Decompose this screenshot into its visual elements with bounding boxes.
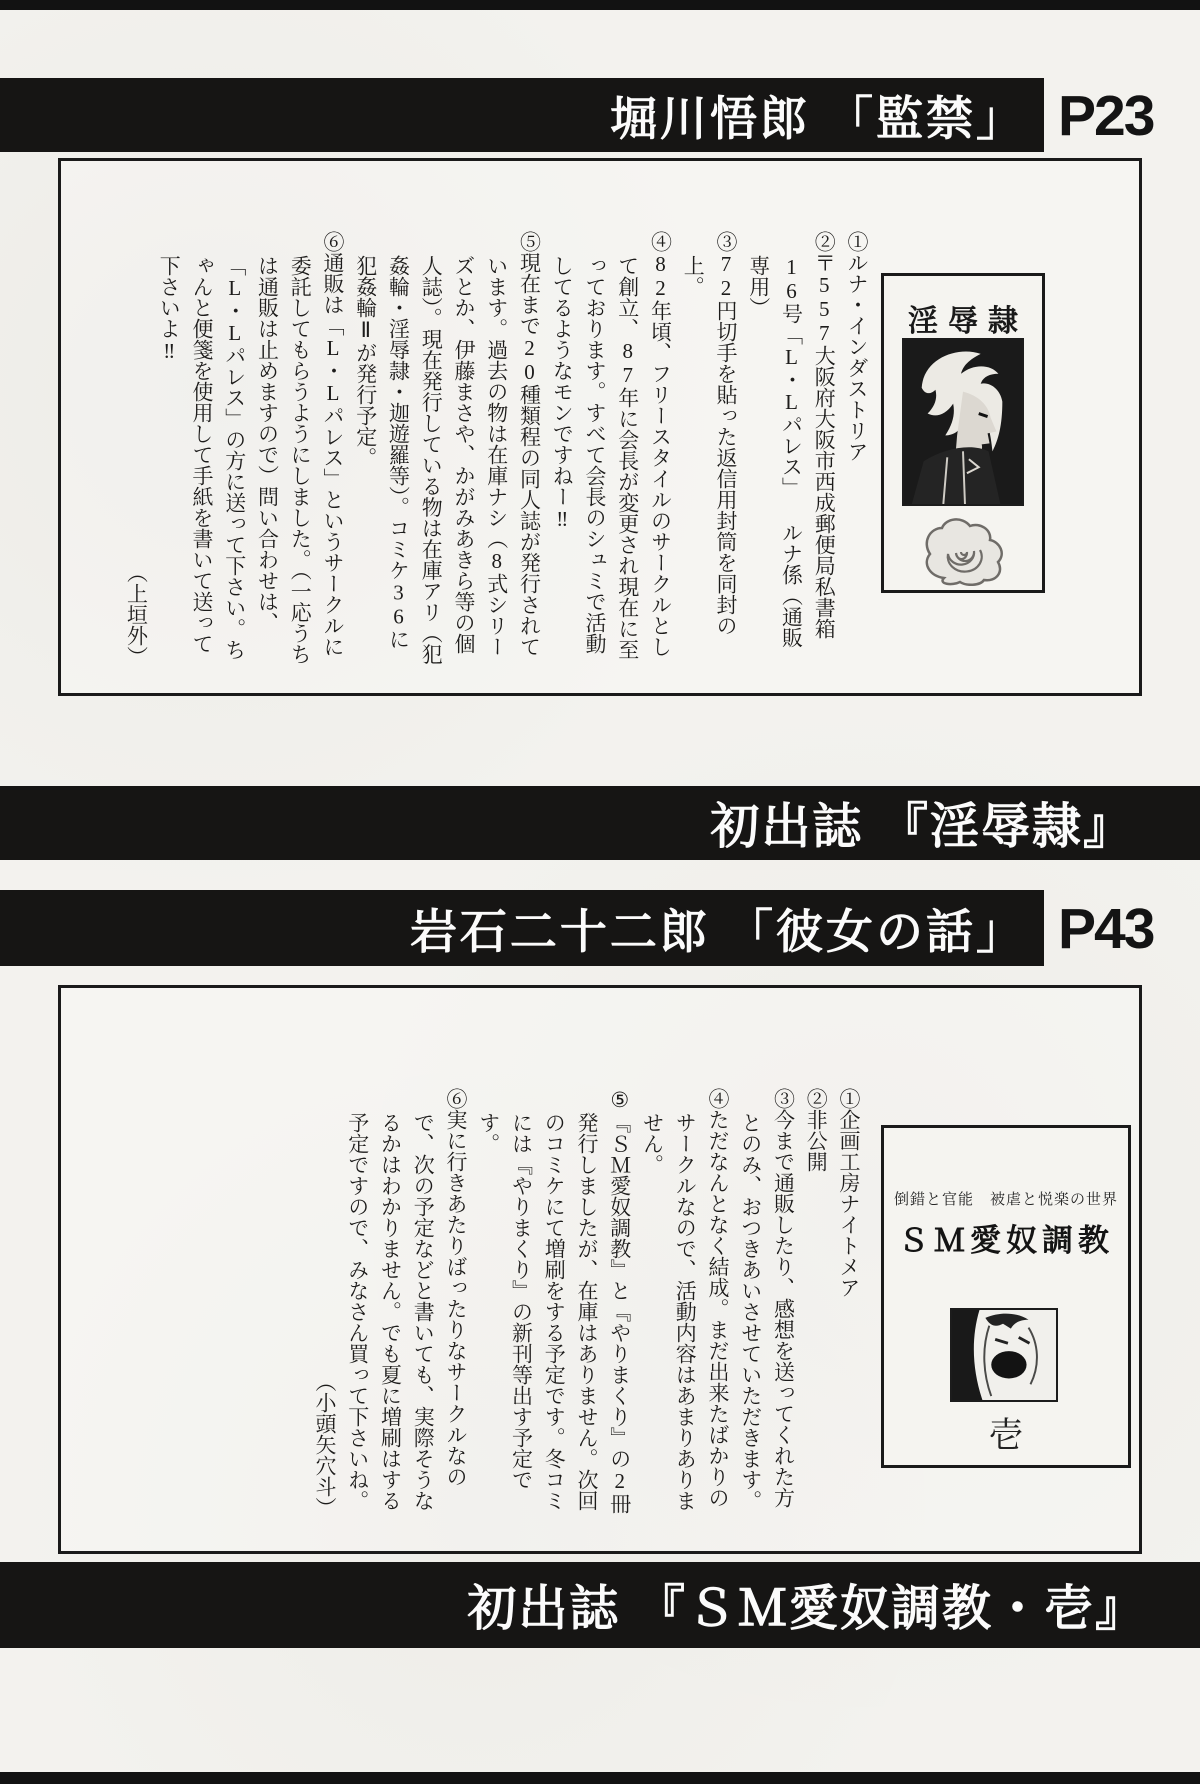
info-box-1 [58, 158, 1142, 696]
artist-work-title-1: 堀川悟郎 「監禁」 [609, 91, 1026, 145]
face-icon [952, 1310, 1056, 1400]
signature-2: （小頭矢穴斗） [313, 1371, 337, 1518]
divider-bar-1 [0, 786, 1200, 860]
rose-illustration [918, 514, 1010, 586]
divider-label-1: 初出誌 『淫辱隷』 [710, 800, 1134, 854]
portrait-icon [904, 340, 1022, 504]
info-item: ①企画工房ナイトメア [837, 1088, 861, 1298]
cover-tagline: 倒錯と官能 被虐と悦楽の世界 [893, 1192, 1118, 1208]
top-edge-strip [0, 0, 1200, 10]
divider-bar-2 [0, 1562, 1200, 1648]
info-item: ②〒557大阪府大阪市西成郵便局私書箱16号「L・Lパレス」 ルナ係（通販専用） [746, 231, 837, 648]
signature-1: （上垣外） [124, 562, 149, 667]
cover-thumbnail-1 [881, 273, 1045, 593]
info-item: ⑤現在まで20種類程の同人誌が発行されています。過去の物は在庫ナシ（8式シリーズとか、伊藤まさや、かがみあきら等の個人誌）。現在発行している物は在庫アリ（犯姦輪・淫辱隷・迦遊羅等）。コミケ36に犯姦輪Ⅱが発行予定。 [353, 231, 542, 665]
info-box-2 [58, 985, 1142, 1554]
rose-icon [918, 514, 1010, 586]
page-number-2: P43 [1058, 897, 1154, 961]
volume-label: 壱 [988, 1416, 1024, 1455]
info-item: ④82年頃、フリースタイルのサークルとして創立、87年に会長が変更され現在に至っております。すべて会長のシュミで活動してるようなモンですねー‼ [550, 231, 673, 660]
info-item: ④ただなんとなく結成。まだ出来たばかりのサークルなので、活動内容はあまりありません。 [640, 1088, 730, 1511]
girl-portrait-illustration [902, 338, 1024, 506]
info-text-2 [308, 1088, 865, 1518]
face-illustration [950, 1308, 1058, 1402]
info-item: ⑥実に行きあたりばったりなサークルなので、次の予定などと書いても、実際そうなるかはわかりません。でも夏に増刷はする予定ですので、みなさん買って下さいね。 [345, 1088, 468, 1511]
divider-label-2: 初出誌 『ＳＭ愛奴調教・壱』 [467, 1582, 1146, 1636]
page-number-1: P23 [1058, 84, 1154, 148]
header-bar-1 [0, 78, 1044, 152]
info-item: ③72円切手を貼った返信用封筒を同封の上。 [681, 231, 738, 636]
info-item: ③今まで通販したり、感想を送ってくれた方とのみ、おつきあいさせていただきます。 [738, 1088, 796, 1511]
info-item: ⑤『ＳＭ愛奴調教』と『やりまくり』の2冊発行しましたが、在庫はありません。次回のコミケにて増刷をする予定です。冬コミには『やりまくり』の新刊等出す予定です。 [476, 1088, 632, 1514]
bottom-edge-strip [0, 1772, 1200, 1784]
info-item: ⑥通販は「L・Lパレス」というサークルに委託してもらうようにしました。（一応うちは通販は止めますので）問い合わせは、「L・Lパレス」の方に送って下さい。ちゃんと便箋を使用して手紙を書いて送って下さいよ‼ [157, 231, 345, 665]
info-item: ①ルナ・インダストリア [845, 231, 869, 462]
artist-work-title-2: 岩石二十二郎 「彼女の話」 [409, 904, 1026, 958]
cover-title-2: ＳＭ愛奴調教 [898, 1223, 1114, 1258]
header-bar-2 [0, 890, 1044, 966]
info-item: ②非公開 [804, 1088, 829, 1172]
cover-title-1: 淫辱隷 [908, 305, 1028, 338]
info-text-1 [120, 231, 873, 667]
cover-thumbnail-2 [881, 1125, 1131, 1468]
